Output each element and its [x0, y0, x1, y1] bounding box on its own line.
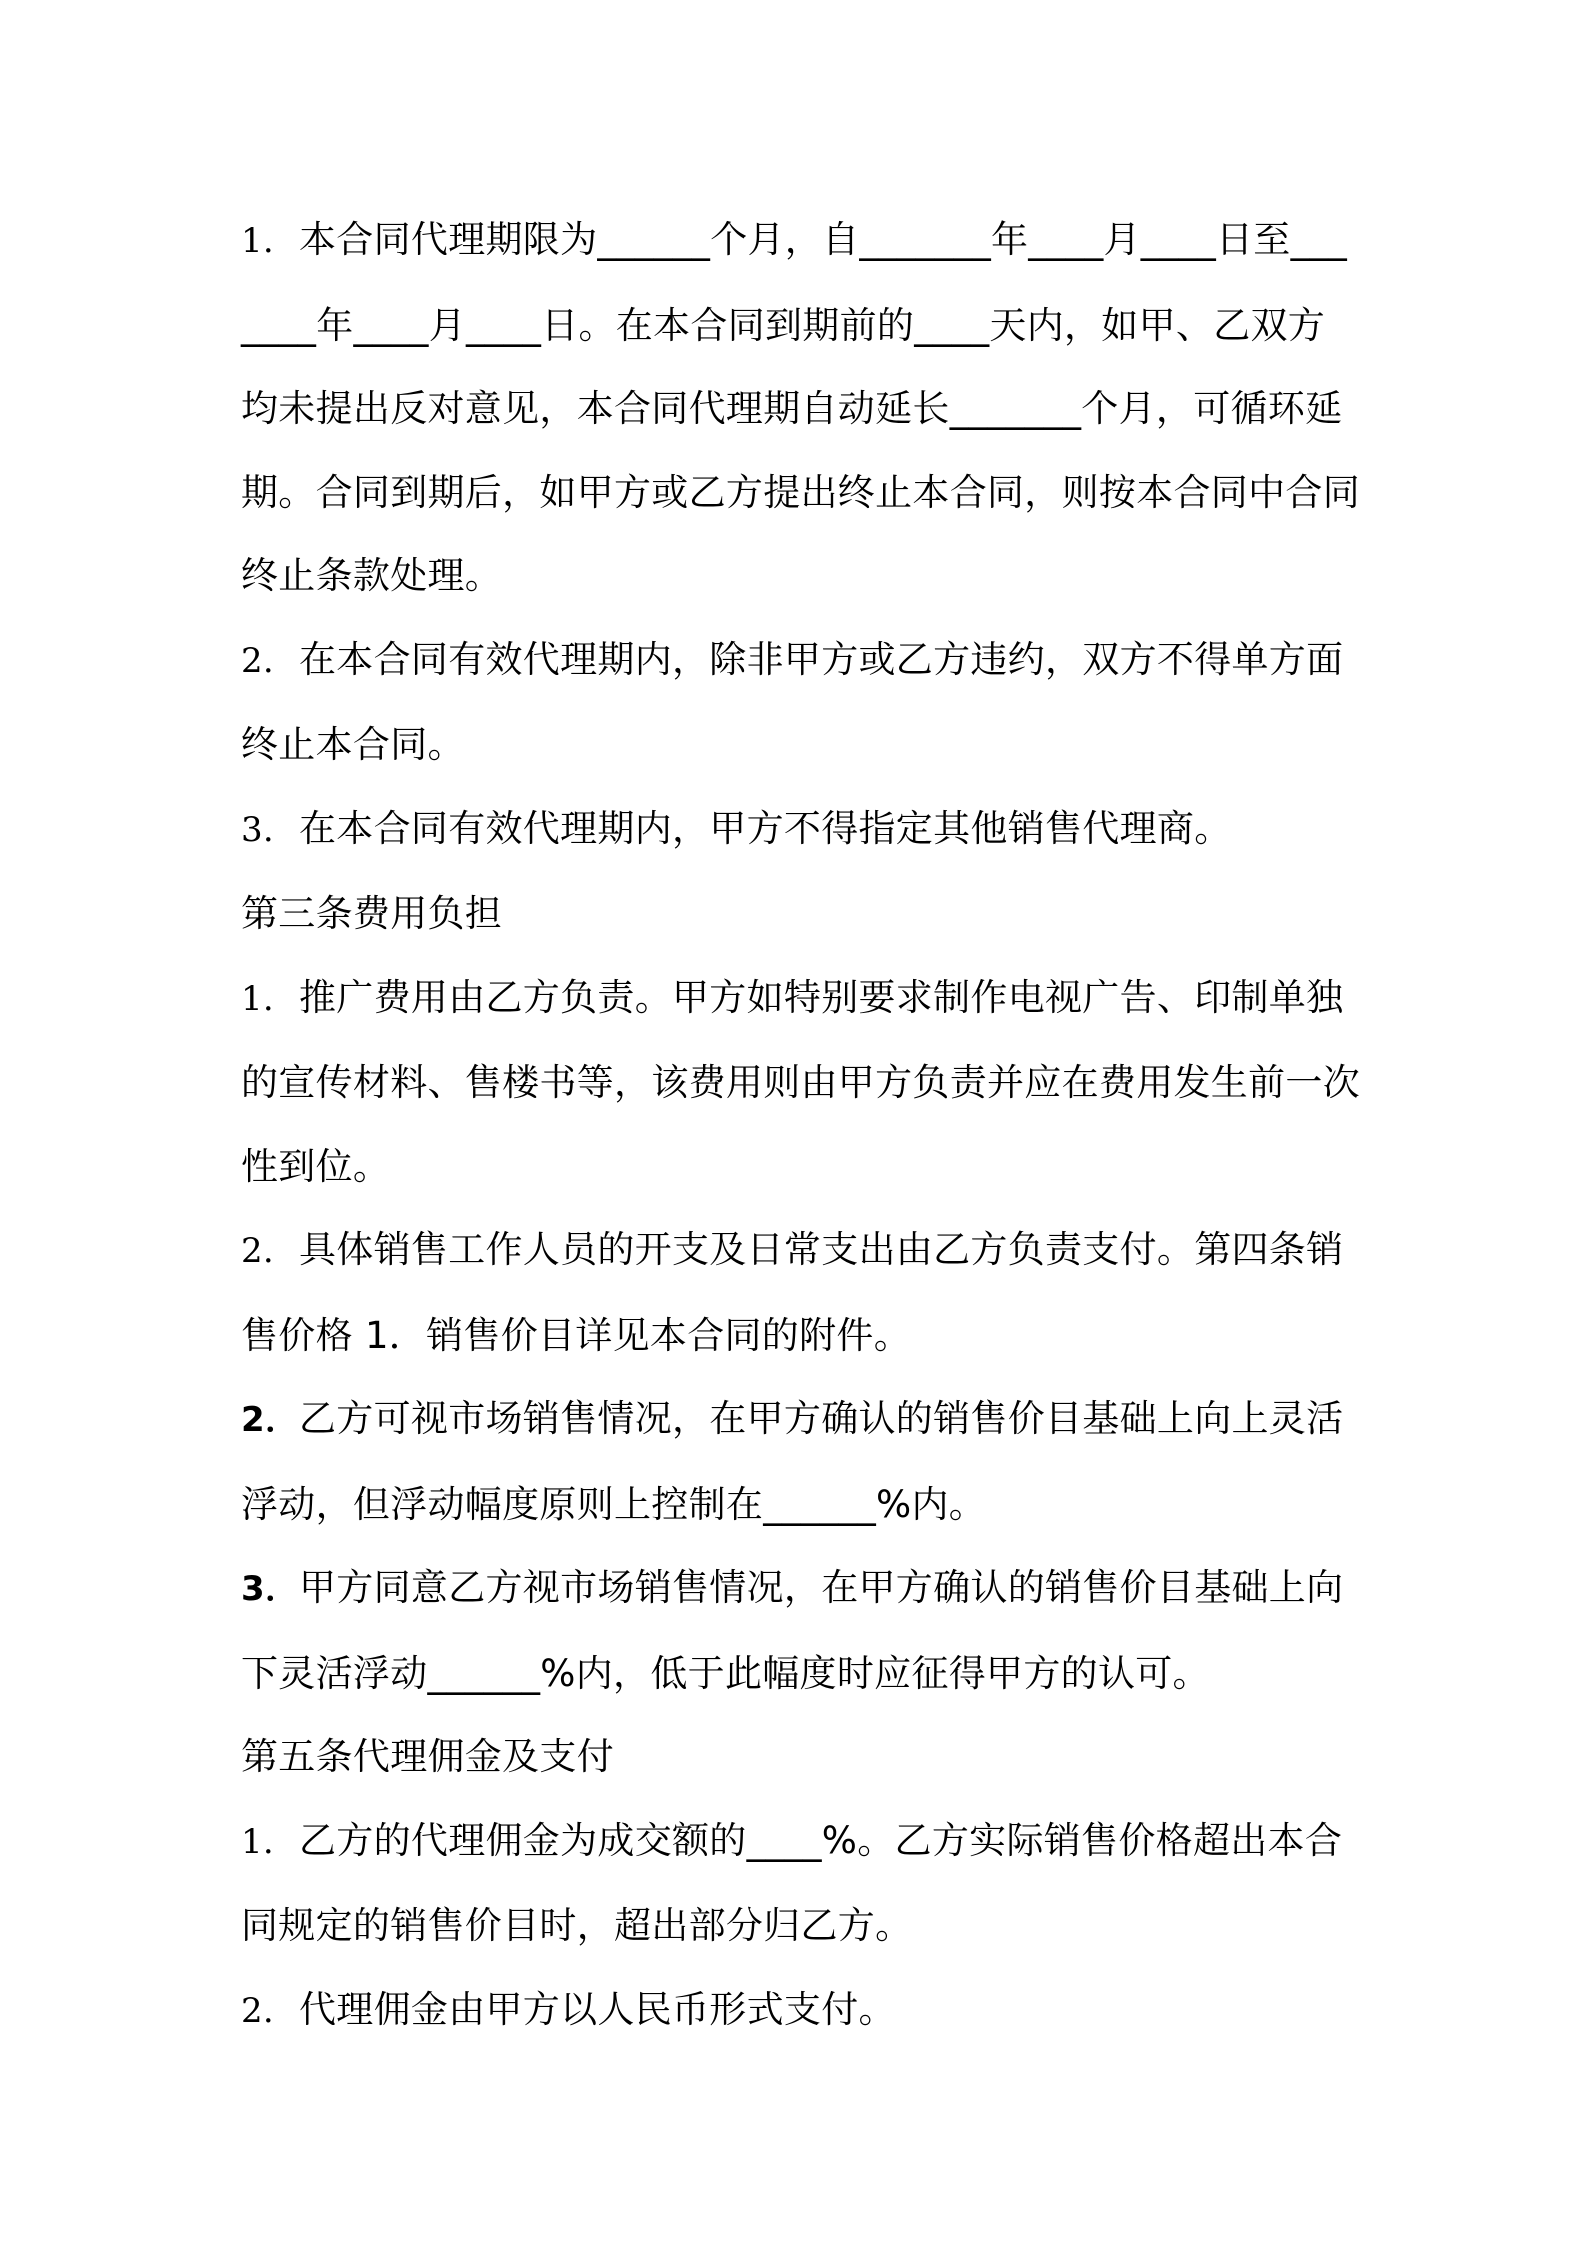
clause-term-3 — [241, 787, 1361, 873]
clause-price-3 — [241, 1546, 1361, 1715]
clause-number: 2. — [241, 640, 275, 681]
document-body — [241, 198, 1361, 2053]
clause-text: 推广费用由乙方负责。甲方如特别要求制作电视广告、印制单独的宣传材料、售楼书等，该费用则由甲方负责并应在费用发生前一次性到位。 — [241, 975, 1360, 1188]
clause-expense-1 — [241, 956, 1361, 1209]
clause-text: 在本合同有效代理期内，甲方不得指定其他销售代理商。 — [299, 806, 1232, 850]
clause-number: 3． — [241, 1569, 300, 1609]
clause-number: 3. — [241, 809, 275, 850]
clause-number: 1. — [241, 978, 275, 1019]
clause-price-2 — [241, 1377, 1361, 1546]
section-heading-text: 第三条费用负担 — [241, 892, 503, 935]
clause-number: 2. — [241, 1990, 275, 2031]
clause-text: 乙方可视市场销售情况，在甲方确认的销售价目基础上向上灵活浮动，但浮动幅度原则上控制在______%内。 — [241, 1397, 1344, 1526]
clause-expense-2 — [241, 1208, 1361, 1377]
section-heading-expenses — [241, 872, 1361, 956]
clause-term-1 — [241, 198, 1361, 618]
clause-commission-2 — [241, 1968, 1361, 2054]
clause-number: 2． — [241, 1400, 300, 1440]
clause-text: 具体销售工作人员的开支及日常支出由乙方负责支付。第四条销售价格 1．销售价目详见本合同的附件。 — [241, 1228, 1344, 1357]
clause-commission-1 — [241, 1799, 1361, 1968]
clause-text: 甲方同意乙方视市场销售情况，在甲方确认的销售价目基础上向下灵活浮动______%内，低于此幅度时应征得甲方的认可。 — [241, 1566, 1344, 1695]
clause-number: 1. — [241, 1821, 275, 1862]
clause-text: 代理佣金由甲方以人民币形式支付。 — [299, 1987, 896, 2031]
clause-term-2 — [241, 618, 1361, 787]
clause-text: 在本合同有效代理期内，除非甲方或乙方违约，双方不得单方面终止本合同。 — [241, 637, 1344, 766]
clause-text: 乙方的代理佣金为成交额的____%。乙方实际销售价格超出本合同规定的销售价目时，超出部分归乙方。 — [241, 1818, 1343, 1947]
clause-number: 2. — [241, 1231, 275, 1271]
section-heading-text: 第五条代理佣金及支付 — [241, 1735, 614, 1778]
clause-text: 本合同代理期限为______个月，自_______年____月____日至_______年____月____日。在本合同到期前的____天内，如甲、乙双方均未提出反对意见，本合同代理期自动延长_______个月，可循环延期。合同到期后，如甲方或乙方提出终止本合同，则按本合同中合同终止条款处理。 — [241, 218, 1360, 597]
section-heading-commission — [241, 1715, 1361, 1799]
clause-number: 1. — [241, 221, 275, 261]
